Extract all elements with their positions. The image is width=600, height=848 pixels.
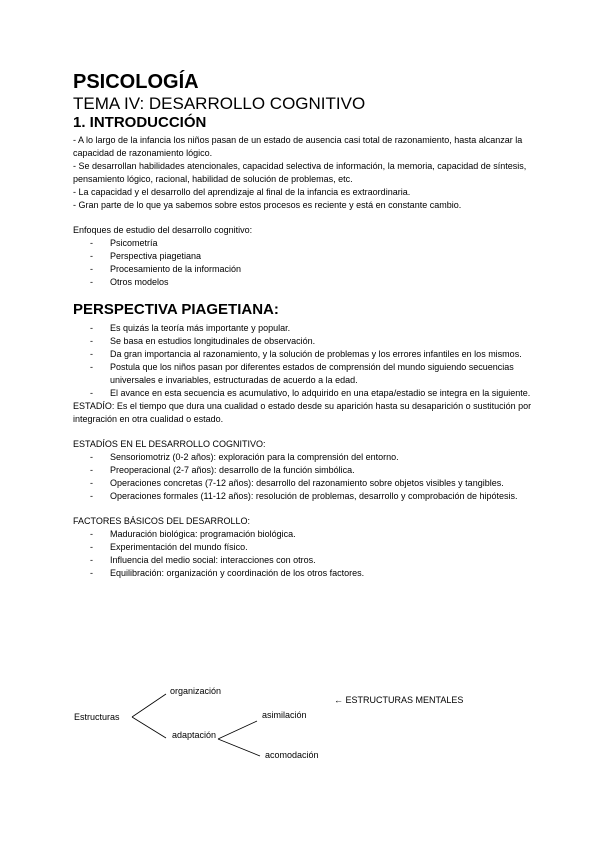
intro-heading: 1. INTRODUCCIÓN: [73, 114, 207, 131]
factors-label: FACTORES BÁSICOS DEL DESARROLLO:: [73, 516, 251, 526]
list-item: - Experimentación del mundo físico.: [73, 541, 533, 554]
diagram-asimilacion: asimilación: [262, 710, 307, 720]
factors-list: [73, 528, 533, 580]
list-item: - Influencia del medio social: interacciones con otros.: [73, 554, 533, 567]
list-item: - El avance en esta secuencia es acumulativo, lo adquirido en una etapa/estadio se integra en la siguiente.: [73, 387, 533, 400]
list-item: - Operaciones formales (11-12 años): resolución de problemas, desarrollo y comprobación de hipótesis.: [73, 490, 533, 503]
estadio-definition: ESTADÍO: Es el tiempo que dura una cualidad o estado desde su aparición hasta su desaparición o sustitución por integración en otra cualidad o estado.: [73, 401, 532, 424]
approaches-label: Enfoques de estudio del desarrollo cognitivo:: [73, 225, 253, 235]
branch-line: [218, 739, 260, 756]
intro-line: - A lo largo de la infancia los niños pasan de un estado de ausencia casi total de razonamiento, hasta alcanzar la capacidad de razonamiento lógico.: [73, 135, 523, 158]
list-item: - Sensoriomotriz (0-2 años): exploración para la comprensión del entorno.: [73, 451, 533, 464]
list-item: - Perspectiva piagetiana: [73, 250, 533, 263]
diagram-adaptacion: adaptación: [172, 730, 217, 740]
topic-title: TEMA IV: DESARROLLO COGNITIVO: [73, 94, 366, 113]
list-item: - Se basa en estudios longitudinales de observación.: [73, 335, 533, 348]
list-item: - Equilibración: organización y coordinación de los otros factores.: [73, 567, 533, 580]
approaches-list: [73, 237, 533, 289]
branch-line: [132, 694, 166, 717]
list-item: - Operaciones concretas (7-12 años): desarrollo del razonamiento sobre objetos visibles y tangibles.: [73, 477, 533, 490]
diagram-organizacion: organización: [170, 686, 222, 696]
stages-label: ESTADÍOS EN EL DESARROLLO COGNITIVO:: [73, 439, 266, 449]
diagram-mental-label: ← ESTRUCTURAS MENTALES: [334, 695, 464, 705]
list-item: - Es quizás la teoría más importante y popular.: [73, 322, 533, 335]
list-item: - Psicometría: [73, 237, 533, 250]
diagram-acomodacion: acomodación: [265, 750, 319, 760]
branch-line: [218, 721, 257, 739]
list-item: - Otros modelos: [73, 276, 533, 289]
list-item: - Maduración biológica: programación biológica.: [73, 528, 533, 541]
list-item: - Procesamiento de la información: [73, 263, 533, 276]
list-item: - Da gran importancia al razonamiento, y la solución de problemas y los errores infantiles en los mismos.: [73, 348, 533, 361]
intro-line: - Se desarrollan habilidades atencionales, capacidad selectiva de información, la memoria, capacidad de síntesis, pensamiento lógico, racional, habilidad de solución de problemas, etc.: [73, 161, 527, 184]
list-item: - Preoperacional (2-7 años): desarrollo de la función simbólica.: [73, 464, 533, 477]
list-item: - Postula que los niños pasan por diferentes estados de comprensión del mundo siguiendo secuencias universales e invariables, estructuradas de acuerdo a la edad.: [73, 361, 533, 387]
piaget-heading: PERSPECTIVA PIAGETIANA:: [73, 301, 279, 318]
structures-diagram: [70, 680, 530, 770]
branch-line: [132, 717, 166, 738]
intro-line: - La capacidad y el desarrollo del aprendizaje al final de la infancia es extraordinaria.: [73, 187, 411, 197]
piaget-bullets: [73, 322, 533, 400]
page-title: PSICOLOGÍA: [73, 71, 199, 93]
stages-list: [73, 451, 533, 503]
diagram-root: Estructuras: [74, 712, 120, 722]
intro-line: - Gran parte de lo que ya sabemos sobre estos procesos es reciente y está en constante cambio.: [73, 200, 462, 210]
document-content: [73, 70, 533, 580]
